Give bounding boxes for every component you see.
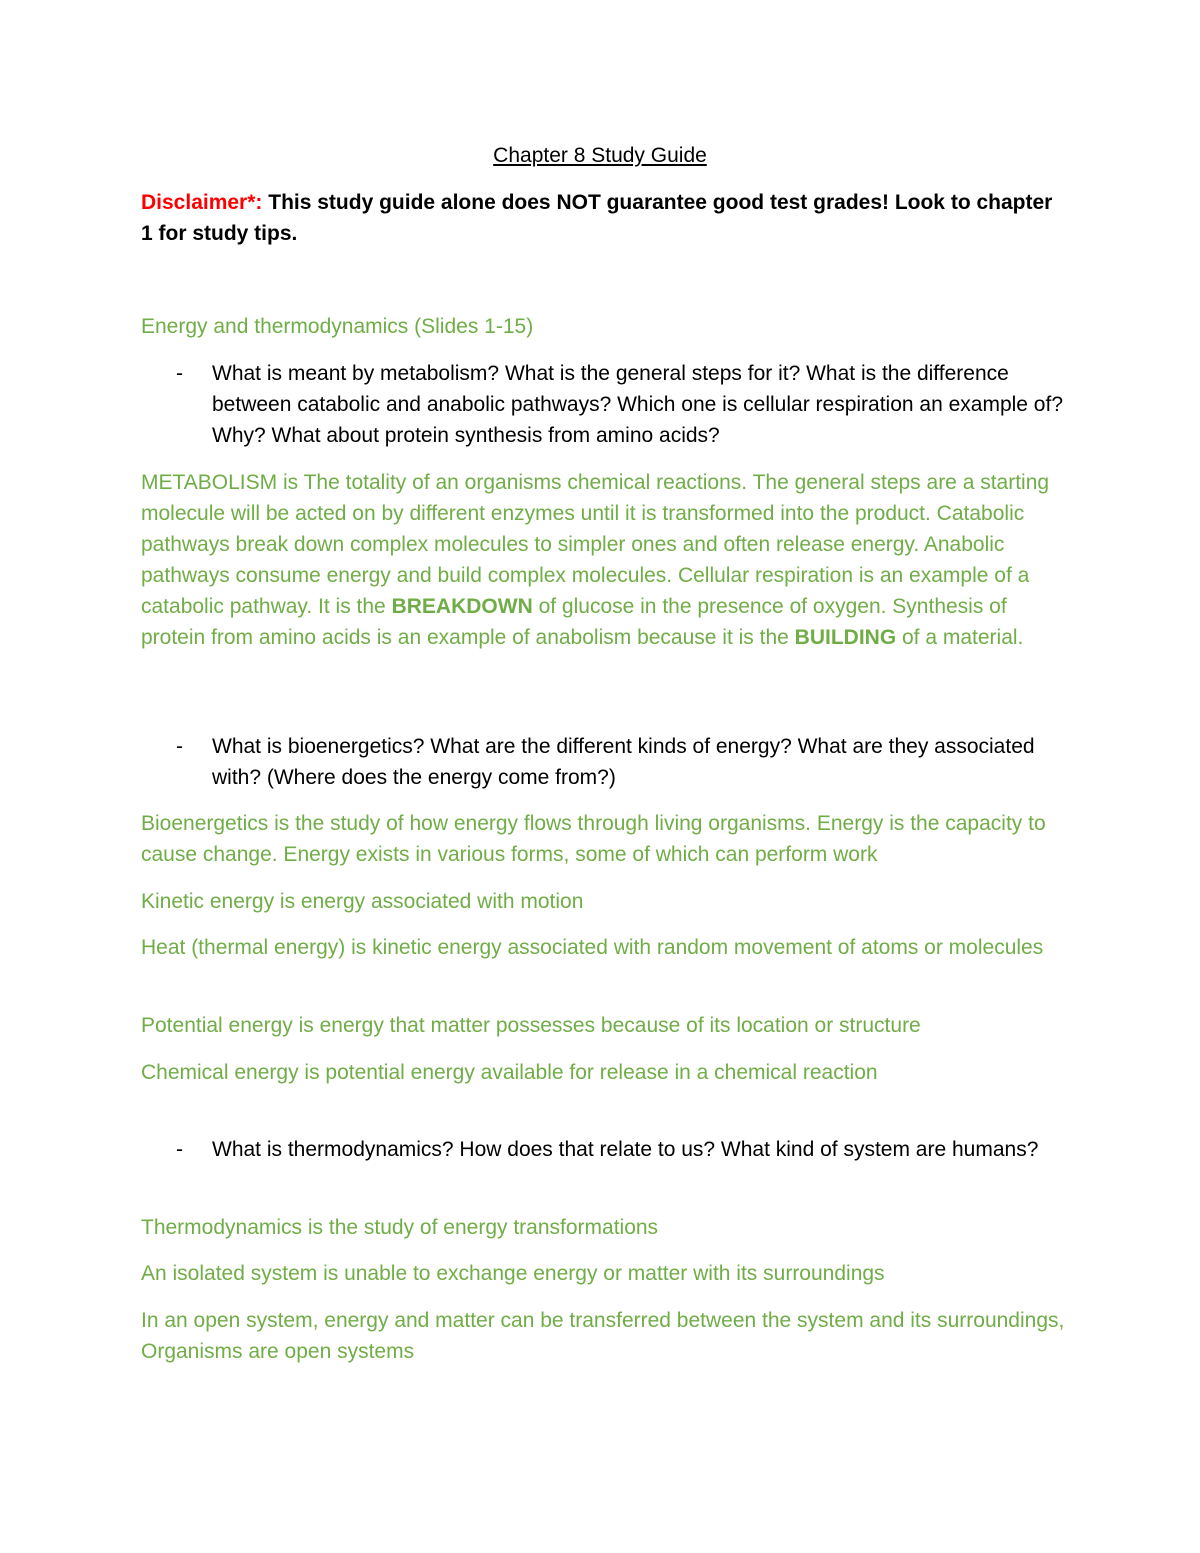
section-heading: Energy and thermodynamics (Slides 1-15) (141, 315, 534, 338)
answer-emphasis: BREAKDOWN (391, 595, 533, 618)
answer-text: METABOLISM is The totality of an organisms chemical reactions. The general steps are a starting molecule will be acted on by different enzymes until it is transformed into the product. Catabolic pathways break down complex molecules to simpler ones and often release energy. Anabolic pathways consume energy and build complex molecules. Cellular respiration is an example of a catabolic pathway. It is the (141, 471, 1050, 618)
answer-isolated-system: An isolated system is unable to exchange energy or matter with its surroundings (141, 1262, 885, 1285)
disclaimer-label: Disclaimer*: (141, 191, 263, 214)
bullet-dash: - (176, 735, 183, 758)
page-title: Chapter 8 Study Guide (493, 144, 707, 167)
answer-text: of a material. (896, 626, 1024, 649)
answer-bioenergetics: Bioenergetics is the study of how energy flows through living organisms. Energy is the capacity to cause change. Energy exists in various forms, some of which can perform work (141, 812, 1046, 866)
answer-metabolism (141, 467, 1066, 653)
disclaimer-paragraph (141, 187, 1066, 249)
bullet-dash: - (176, 1138, 183, 1161)
answer-heat: Heat (thermal energy) is kinetic energy associated with random movement of atoms or molecules (141, 936, 1044, 959)
answer-emphasis: BUILDING (794, 626, 897, 649)
disclaimer-text: This study guide alone does NOT guarantee good test grades! Look to chapter 1 for study tips. (141, 191, 1053, 245)
answer-thermodynamics: Thermodynamics is the study of energy transformations (141, 1216, 659, 1239)
answer-kinetic-energy: Kinetic energy is energy associated with motion (141, 890, 584, 913)
answer-chemical-energy: Chemical energy is potential energy available for release in a chemical reaction (141, 1061, 878, 1084)
question-text: What is bioenergetics? What are the different kinds of energy? What are they associated with? (Where does the energy come from?) (212, 735, 1035, 789)
answer-potential-energy: Potential energy is energy that matter possesses because of its location or structure (141, 1014, 921, 1037)
bullet-dash: - (176, 362, 183, 385)
question-text: What is meant by metabolism? What is the general steps for it? What is the difference between catabolic and anabolic pathways? Which one is cellular respiration an example of? Why? What about protein synthesis from amino acids? (212, 362, 1064, 447)
answer-text: of glucose in the presence of oxygen. Synthesis of protein from amino acids is an example of anabolism because it is the (141, 595, 1007, 649)
answer-open-system: In an open system, energy and matter can be transferred between the system and its surroundings, Organisms are open systems (141, 1309, 1065, 1363)
question-text: What is thermodynamics? How does that relate to us? What kind of system are humans? (212, 1138, 1039, 1161)
